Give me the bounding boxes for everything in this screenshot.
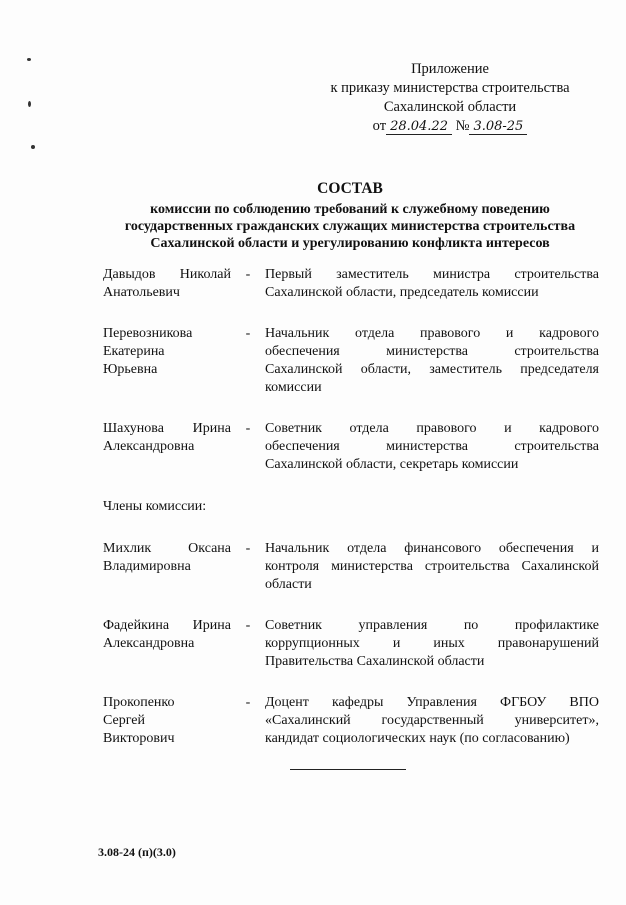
handwritten-date: 28.04.22 [386,119,452,135]
member-name: Давыдов Николай Анатольевич [103,267,231,300]
appendix-date-number [300,117,600,136]
member-role: Советник отдела правового и кадрового обеспечения министерства строительства Сахалинской области, секретарь комиссии [265,421,599,472]
member-role: Первый заместитель министра строительства Сахалинской области, председатель комиссии [265,267,599,300]
separator-dash: - [245,541,251,556]
document-title [60,180,626,252]
title-line-1: комиссии по соблюдению требований к служебному поведению [150,202,550,217]
member-name: Прокопенко Сергей Викторович [103,695,175,746]
members-label: Члены комиссии: [103,499,207,514]
appendix-region: Сахалинской области [383,99,517,115]
member-role: Начальник отдела правового и кадрового обеспечения министерства строительства Сахалинской области, заместитель председателя комиссии [265,326,599,395]
member-row [103,694,599,748]
member-role: Доцент кафедры Управления ФГБОУ ВПО «Сахалинский государственный университет», кандидат социологических наук (по согласованию) [265,695,599,746]
members-list [103,266,599,748]
document-code: 3.08-24 (п)(3.0) [98,845,176,859]
separator-dash: - [245,421,251,436]
appendix-order-ref: к приказу министерства строительства [330,80,570,96]
scan-speck [27,58,31,61]
member-name: Перевозникова Екатерина Юрьевна [103,326,193,377]
separator-dash: - [245,695,251,710]
title-heading: СОСТАВ [317,180,383,197]
member-name: Михлик Оксана Владимировна [103,541,231,574]
separator-dash: - [245,618,251,633]
separator-dash: - [245,267,251,282]
appendix-title: Приложение [411,61,489,77]
member-role: Советник управления по профилактике коррупционных и иных правонарушений Правительства Сахалинской области [265,618,599,669]
number-prefix: № [455,118,470,134]
member-row-deputy [103,325,599,397]
member-row-chair [103,266,599,302]
date-prefix: от [372,118,387,134]
member-role: Начальник отдела финансового обеспечения и контроля министерства строительства Сахалинской области [265,541,599,592]
appendix-header [300,60,600,136]
handwritten-number: 3.08-25 [469,119,527,135]
title-line-3: Сахалинской области и урегулированию конфликта интересов [150,236,550,251]
member-row [103,617,599,671]
scan-speck [31,145,35,149]
title-line-2: государственных гражданских служащих министерства строительства [124,219,576,234]
member-name: Шахунова Ирина Александровна [103,421,231,454]
closing-rule [290,769,406,770]
scan-speck [28,101,31,107]
member-row [103,540,599,594]
separator-dash: - [245,326,251,341]
member-row-secretary [103,420,599,474]
member-name: Фадейкина Ирина Александровна [103,618,231,651]
